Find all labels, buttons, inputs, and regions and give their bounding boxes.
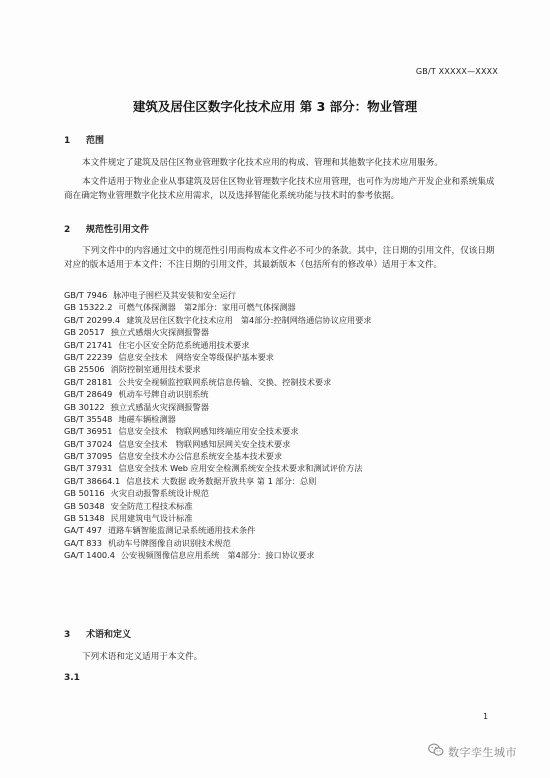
reference-item xyxy=(64,500,504,512)
reference-item xyxy=(64,549,504,561)
reference-code: GB/T 38664.1 xyxy=(64,475,121,486)
reference-item xyxy=(64,388,504,400)
reference-item xyxy=(64,425,504,437)
document-title: 建筑及居住区数字化技术应用 第 3 部分：物业管理 xyxy=(132,99,418,114)
reference-code: GB/T 37931 xyxy=(64,463,113,474)
reference-title: 公安视频图像信息应用系统 第4部分：接口协议要求 xyxy=(120,550,315,561)
reference-title: 独立式感温火灾探测报警器 xyxy=(110,401,209,412)
reference-code: GB 15322.2 xyxy=(64,302,113,313)
reference-item xyxy=(64,512,504,524)
reference-item xyxy=(64,363,504,375)
reference-item xyxy=(64,314,504,326)
reference-item xyxy=(64,524,504,536)
reference-code: GB 50116 xyxy=(64,488,105,499)
reference-code: GB 50348 xyxy=(64,500,105,511)
section-1-number: 1 xyxy=(64,136,71,146)
section-3-title: 术语和定义 xyxy=(86,630,132,640)
reference-title: 信息安全技术 网络安全等级保护基本要求 xyxy=(118,351,274,362)
reference-code: GB 51348 xyxy=(64,513,105,524)
reference-title: 脉冲电子围栏及其安装和安全运行 xyxy=(113,290,236,300)
section-3-number: 3 xyxy=(64,630,71,640)
reference-title: 安全防范工程技术标准 xyxy=(110,500,193,511)
reference-title: 机动车号牌图像自动识别技术规范 xyxy=(107,537,231,548)
reference-code: GB/T 20299.4 xyxy=(64,314,121,325)
reference-item xyxy=(64,450,504,462)
reference-title: 建筑及居住区数字化技术应用 第4部分:控制网络通信协议应用要求 xyxy=(126,314,372,325)
reference-code: GB/T 22239 xyxy=(64,351,113,362)
reference-item xyxy=(64,339,504,351)
reference-item xyxy=(64,401,504,413)
section-1-paragraph-1: 本文件规定了建筑及居住区物业管理数字化技术应用的构成、管理和其他数字化技术应用服务。 xyxy=(82,158,443,168)
reference-title: 信息安全技术 物联网感知层网关安全技术要求 xyxy=(118,438,291,449)
reference-title: 民用建筑电气设计标准 xyxy=(110,513,193,524)
page-number: 1 xyxy=(483,712,489,721)
section-1-paragraph-2: 本文件适用于物业企业从事建筑及居住区物业管理数字化技术应用管理，也可作为房地产开发企业和系统集成商在确定物业管理数字化技术应用需求，以及选择智能化系统功能与技术时的参考依据。 xyxy=(64,177,495,201)
reference-title: 可燃气体探测器 第2部分：家用可燃气体探测器 xyxy=(118,302,296,313)
section-2-number: 2 xyxy=(64,225,71,235)
reference-title: 地磁车辆检测器 xyxy=(118,413,176,424)
reference-title: 机动车号牌自动识别系统 xyxy=(118,389,209,400)
reference-item xyxy=(64,376,504,388)
watermark xyxy=(428,742,517,761)
reference-title: 独立式感烟火灾探测报警器 xyxy=(110,327,209,338)
section-2-intro: 下列文件中的内容通过文中的规范性引用而构成本文件必不可少的条款。其中，注日期的引用文件，仅该日期对应的版本适用于本文件；不注日期的引用文件，其最新版本（包括所有的修改单）适用于本文件。 xyxy=(64,246,495,270)
reference-item xyxy=(64,351,504,363)
reference-item xyxy=(64,326,504,338)
reference-code: GA/T 833 xyxy=(64,537,102,548)
reference-code: GB/T 37024 xyxy=(64,438,113,449)
section-2-title: 规范性引用文件 xyxy=(86,225,150,235)
reference-item xyxy=(64,301,504,313)
reference-title: 信息安全技术 物联网感知终端应用安全技术要求 xyxy=(118,426,299,437)
reference-code: GB 20517 xyxy=(64,327,105,338)
reference-code: GB/T 28649 xyxy=(64,389,113,400)
reference-code: GA/T 497 xyxy=(64,525,102,536)
reference-code: GB/T 28181 xyxy=(64,376,113,387)
reference-item xyxy=(64,413,504,425)
reference-title: 火灾自动报警系统设计规范 xyxy=(110,488,209,499)
reference-code: GB 30122 xyxy=(64,401,105,412)
reference-item xyxy=(64,462,504,474)
reference-item xyxy=(64,537,504,549)
reference-item xyxy=(64,289,504,301)
reference-code: GA/T 1400.4 xyxy=(64,550,115,561)
reference-code: GB/T 35548 xyxy=(64,413,113,424)
reference-title: 道路车辆智能监测记录系统通用技术条件 xyxy=(107,525,256,536)
section-3-intro: 下列术语和定义适用于本文件。 xyxy=(82,652,203,662)
wechat-icon xyxy=(428,742,444,761)
reference-title: 信息安全技术 Web 应用安全检测系统安全技术要求和测试评价方法 xyxy=(118,463,363,474)
reference-code: GB 25506 xyxy=(64,364,105,375)
section-1-heading xyxy=(64,133,104,146)
reference-title: 信息安全技术办公信息系统安全基本技术要求 xyxy=(118,451,283,462)
reference-title: 住宅小区安全防范系统通用技术要求 xyxy=(118,339,250,350)
reference-item xyxy=(64,438,504,450)
reference-code: GB/T 21741 xyxy=(64,339,113,350)
reference-code: GB/T 36951 xyxy=(64,426,113,437)
reference-title: 信息技术 大数据 政务数据开放共享 第 1 部分：总则 xyxy=(126,475,317,486)
watermark-text: 数字孪生城市 xyxy=(448,745,517,759)
document-code: GB/T XXXXX—XXXX xyxy=(415,67,498,76)
reference-code: GB/T 7946 xyxy=(64,290,108,300)
section-1-title: 范围 xyxy=(86,136,105,146)
normative-references-list xyxy=(64,289,504,562)
reference-item xyxy=(64,475,504,487)
term-3-1-number: 3.1 xyxy=(64,673,80,683)
section-3-heading xyxy=(64,627,131,640)
section-2-heading xyxy=(64,222,149,235)
reference-title: 消防控制室通用技术要求 xyxy=(110,364,201,375)
reference-code: GB/T 37095 xyxy=(64,451,113,462)
reference-title: 公共安全视频监控联网系统信息传输、交换、控制技术要求 xyxy=(118,376,332,387)
reference-item xyxy=(64,487,504,499)
